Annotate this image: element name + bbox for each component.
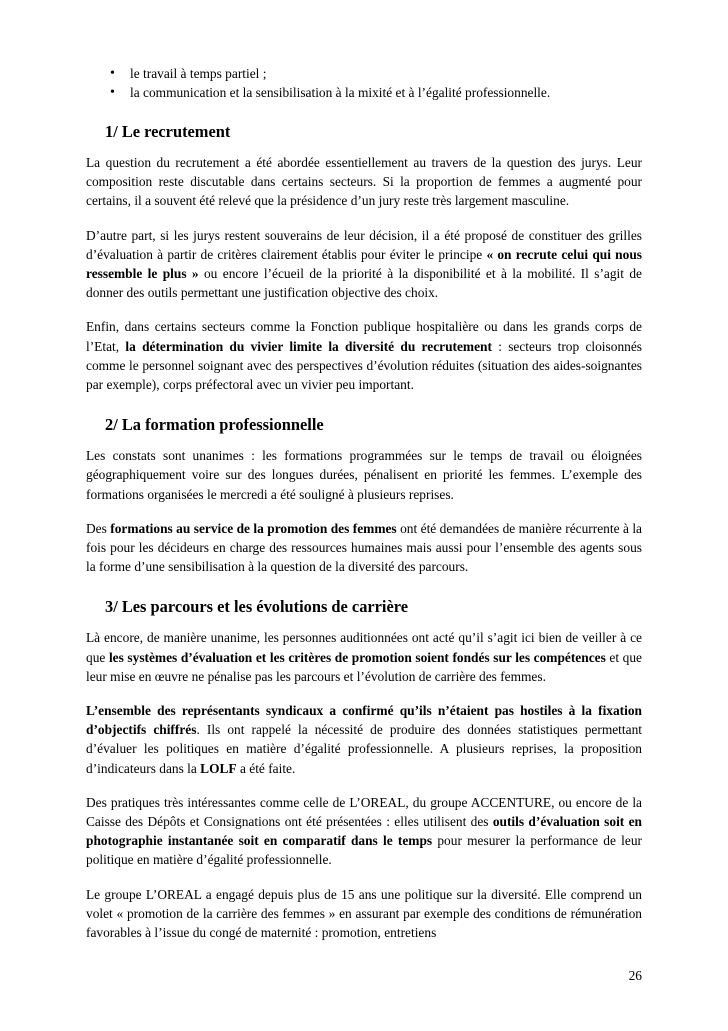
paragraph-text: et que leur mise en œuvre ne pénalise pas les parcours et l’évolution de carrière des femmes. xyxy=(86,649,642,684)
page-number: 26 xyxy=(628,968,642,983)
paragraph xyxy=(86,519,642,577)
paragraph xyxy=(86,701,642,778)
paragraph-text: a été faite. xyxy=(236,760,296,776)
bold-text: « on recrute celui qui nous ressemble le plus » xyxy=(86,246,642,282)
section-heading-formation: 2/ La formation professionnelle xyxy=(105,415,324,435)
paragraph xyxy=(86,153,642,211)
paragraph-text: Le groupe L’OREAL a engagé depuis plus de 15 ans une politique sur la diversité. Elle comprend un volet « promotion de la carrière des femmes » en assurant par exemple des conditions de rémunération favorables à l’issue du congé de maternité : promotion, entretiens xyxy=(86,886,642,941)
paragraph-text: : secteurs trop cloisonnés comme le personnel soignant avec des perspectives d’évolution réduites (situation des aides-soignantes par exemple), corps préfectoral avec un vivier peu important. xyxy=(86,338,642,393)
paragraph xyxy=(86,628,642,686)
bold-text: LOLF xyxy=(200,760,237,776)
bold-text: L’ensemble des représentants syndicaux a confirmé qu’ils n’étaient pas hostiles à la fixation d’objectifs chiffrés xyxy=(86,703,642,738)
paragraph xyxy=(86,226,642,303)
paragraph-text: Enfin, dans certains secteurs comme la Fonction publique hospitalière ou dans les grands corps de l’Etat, xyxy=(86,319,642,354)
paragraph-text: . Ils ont rappelé la nécessité de produire des données statistiques permettant d’évaluer les politiques en matière d’égalité professionnelle. A plusieurs reprises, la proposition d’indicateurs dans la xyxy=(86,722,642,776)
bold-text: les systèmes d’évaluation et les critères de promotion soient fondés sur les compétences xyxy=(108,649,606,665)
paragraph-text: pour mesurer la performance de leur politique en matière d’égalité professionnelle. xyxy=(86,833,642,868)
paragraph xyxy=(86,446,642,504)
paragraph-text: La question du recrutement a été abordée essentiellement au travers de la question des jurys. Leur composition reste discutable dans certains secteurs. Si la proportion de femmes a augmenté pour certains, il a souvent été relevé que la présidence d’un jury reste très largement masculine. xyxy=(86,155,642,209)
list-item: • la communication et la sensibilisation à la mixité et à l’égalité professionnelle. xyxy=(86,83,642,102)
paragraph-text: Des pratiques très intéressantes comme celle de L’OREAL, du groupe ACCENTURE, ou encore de la Caisse des Dépôts et Consignations ont été présentées : elles utilisent des xyxy=(86,794,642,830)
paragraph xyxy=(86,885,642,943)
section-heading-parcours: 3/ Les parcours et les évolutions de carrière xyxy=(105,597,409,617)
paragraph xyxy=(86,793,642,870)
paragraph-text: Des xyxy=(86,520,111,536)
paragraph xyxy=(86,317,642,394)
paragraph-text: D’autre part, si les jurys restent souverains de leur décision, il a été proposé de constituer des grilles d’évaluation à partir de critères clairement établis pour éviter le principe xyxy=(86,227,642,262)
paragraph-text: Les constats sont unanimes : les formations programmées sur le temps de travail ou éloignées géographiquement voire sur des longues durées, pénalisent en priorité les femmes. L’exemple des formations organisées le mercredi a été souligné à plusieurs reprises. xyxy=(86,448,642,502)
list-item: • le travail à temps partiel ; xyxy=(86,64,642,83)
paragraph-text: ont été demandées de manière récurrente à la fois pour les décideurs en charge des ressources humaines mais aussi pour l’ensemble des agents sous la forme d’une sensibilisation à la question de la diversité des parcours. xyxy=(86,520,642,575)
document-page xyxy=(86,64,642,942)
bold-text: outils d’évaluation soit en photographie instantanée soit en comparatif dans le temps xyxy=(86,814,642,849)
paragraph-text: ou encore l’écueil de la priorité à la disponibilité et à la mobilité. Il s’agit de donner des outils permettant une justification objective des choix. xyxy=(86,266,642,301)
bold-text: formations au service de la promotion des femmes xyxy=(110,520,397,536)
bold-text: la détermination du vivier limite la diversité du recrutement xyxy=(125,338,492,354)
paragraph-text: Là encore, de manière unanime, les personnes auditionnées ont acté qu’il s’agit ici bien de veiller à ce que xyxy=(86,630,642,665)
bullet-list xyxy=(86,64,642,102)
section-heading-recrutement: 1/ Le recrutement xyxy=(105,122,231,141)
